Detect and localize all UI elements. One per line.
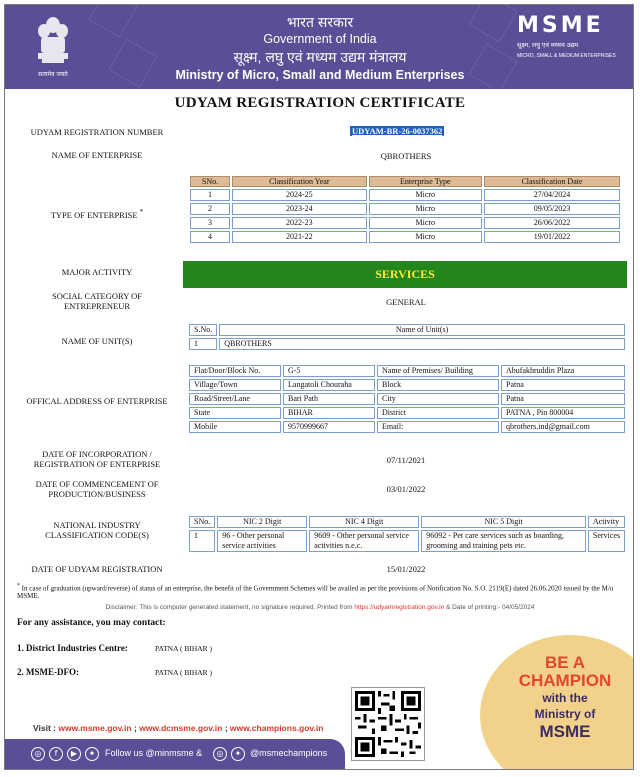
header-banner <box>5 5 634 89</box>
champions-handle[interactable]: @msmechampions <box>250 748 328 758</box>
enterprise-name-value: QBROTHERS <box>380 151 432 161</box>
table-row <box>189 338 625 350</box>
enterprise-type-mark: * <box>139 208 144 216</box>
udyam-portal-link[interactable]: https://udyamregistration.gov.in <box>354 604 445 611</box>
champion-line: BE A <box>545 653 585 672</box>
table-cell: Patna <box>501 379 625 391</box>
disclaimer <box>5 604 634 611</box>
table-header: NIC 2 Digit <box>217 516 307 528</box>
table-row <box>189 379 625 391</box>
footnote-mark: * <box>17 583 20 589</box>
follow-text: Follow us @minmsme & <box>105 748 203 758</box>
table-header: Name of Unit(s) <box>219 324 625 336</box>
incorporation-value: 07/11/2021 <box>386 455 426 465</box>
commencement-label-line: PRODUCTION/BUSINESS <box>48 489 146 499</box>
table-cell: State <box>189 407 281 419</box>
table-cell: Block <box>377 379 499 391</box>
major-activity-value: SERVICES <box>183 261 627 288</box>
instagram-icon[interactable]: ◎ <box>31 747 45 761</box>
visit-separator: ; <box>133 723 137 733</box>
enterprise-type-label-text: TYPE OF ENTERPRISE <box>50 209 138 220</box>
table-cell: 1 <box>189 338 217 350</box>
footnote-text: In case of graduation (upward/reverse) of status of an enterprise, the benefit of the Government Schemes will be availed as per the provisions of Notification No. S.O. 2119(E) dated 26.06.2020 issued by the M/o MSME. <box>17 584 614 601</box>
header-pattern <box>88 5 137 38</box>
incorporation-label <box>11 449 183 469</box>
table-cell: Langatoli Chouraha <box>283 379 375 391</box>
gov-hindi-title: भारत सरकार <box>286 14 354 30</box>
table-cell: 2024-25 <box>232 189 367 201</box>
registration-number-value: UDYAM-BR-26-0037362 <box>352 126 443 136</box>
table-cell: 26/06/2022 <box>484 217 620 229</box>
address-table <box>187 363 627 435</box>
table-row <box>189 421 625 433</box>
udyam-date-label: DATE OF UDYAM REGISTRATION <box>31 564 163 574</box>
table-header-row <box>189 324 625 336</box>
table-cell: Road/Street/Lane <box>189 393 281 405</box>
table-cell: 4 <box>190 231 230 243</box>
table-row <box>190 203 620 215</box>
table-cell: 2022-23 <box>232 217 367 229</box>
dcmsme-site-link[interactable]: www.dcmsme.gov.in <box>139 723 223 733</box>
table-row <box>190 189 620 201</box>
print-date-text: & Date of printing:- 04/05/2024 <box>445 604 535 611</box>
dfo-value: PATNA ( BIHAR ) <box>155 668 213 677</box>
table-cell: 9570999667 <box>283 421 375 433</box>
table-cell: District <box>377 407 499 419</box>
table-cell: 19/01/2022 <box>484 231 620 243</box>
table-header-row <box>190 176 620 187</box>
instagram-icon[interactable]: ◎ <box>213 747 227 761</box>
commencement-label <box>11 479 183 499</box>
social-category-label-line: SOCIAL CATEGORY OF <box>51 291 143 301</box>
email-link[interactable]: qbrothers.ind@gmail.com <box>501 421 625 433</box>
champion-line: CHAMPION <box>518 671 612 690</box>
table-cell: Micro <box>369 231 482 243</box>
footer-social-bar <box>5 739 345 769</box>
msme-site-link[interactable]: www.msme.gov.in <box>58 723 132 733</box>
enterprise-name-label: NAME OF ENTERPRISE <box>51 150 143 160</box>
table-row <box>190 217 620 229</box>
qr-code <box>351 687 425 761</box>
table-cell: Patna <box>501 393 625 405</box>
champion-badge <box>480 635 634 770</box>
table-cell: Village/Town <box>189 379 281 391</box>
social-category-value: GENERAL <box>386 297 426 307</box>
table-header: NIC 4 Digit <box>309 516 419 528</box>
table-cell: QBROTHERS <box>219 338 625 350</box>
nic-label-line: CLASSIFICATION CODE(S) <box>45 530 149 540</box>
visit-line <box>33 723 323 733</box>
table-header: S.No. <box>189 324 217 336</box>
emblem-caption: सत्यमेव जयते <box>38 71 68 78</box>
msme-logo-english: MICRO, SMALL & MEDIUM ENTERPRISES <box>517 53 616 59</box>
table-header-row <box>189 516 625 528</box>
table-cell: 2 <box>190 203 230 215</box>
table-cell: 3 <box>190 217 230 229</box>
assistance-heading: For any assistance, you may contact: <box>17 618 166 628</box>
udyam-date-value: 15/01/2022 <box>386 564 426 574</box>
graduation-footnote <box>17 582 629 600</box>
twitter-icon[interactable]: ✦ <box>85 747 99 761</box>
table-cell: 96 - Other personal service activities <box>217 530 307 552</box>
table-header: Activity <box>588 516 625 528</box>
table-cell: 2023-24 <box>232 203 367 215</box>
champion-line: Ministry of <box>534 707 596 721</box>
incorporation-label-line: REGISTRATION OF ENTERPRISE <box>33 459 161 469</box>
table-cell: Bari Path <box>283 393 375 405</box>
table-cell: Micro <box>369 217 482 229</box>
nic-label-line: NATIONAL INDUSTRY <box>53 520 141 530</box>
commencement-value: 03/01/2022 <box>386 484 426 494</box>
table-cell: Micro <box>369 203 482 215</box>
table-cell: 09/05/2023 <box>484 203 620 215</box>
visit-separator: ; <box>224 723 228 733</box>
table-cell: 9609 - Other personal service activities n.e.c. <box>309 530 419 552</box>
table-cell: Mobile <box>189 421 281 433</box>
youtube-icon[interactable]: ▶ <box>67 747 81 761</box>
dic-value: PATNA ( BIHAR ) <box>155 644 213 653</box>
units-label: NAME OF UNIT(S) <box>61 336 133 346</box>
table-cell: 2021-22 <box>232 231 367 243</box>
table-cell: 27/04/2024 <box>484 189 620 201</box>
disclaimer-text: Disclaimer: This is computer generated statement, no signature required. Printed from <box>105 604 353 611</box>
table-header: Enterprise Type <box>369 176 482 187</box>
champions-site-link[interactable]: www.champions.gov.in <box>229 723 324 733</box>
major-activity-label: MAJOR ACTIVITY <box>61 267 133 277</box>
dfo-label: 2. MSME-DFO: <box>17 667 79 677</box>
table-cell: 1 <box>189 530 215 552</box>
table-cell: 1 <box>190 189 230 201</box>
table-row <box>189 407 625 419</box>
facebook-icon[interactable]: f <box>49 747 63 761</box>
table-row <box>189 365 625 377</box>
registration-number-label: UDYAM REGISTRATION NUMBER <box>30 127 164 137</box>
table-cell: Flat/Door/Block No. <box>189 365 281 377</box>
nic-label <box>11 520 183 540</box>
units-table <box>187 322 627 352</box>
table-header: NIC 5 Digit <box>421 516 586 528</box>
ministry-title: Ministry of Micro, Small and Medium Enterprises <box>175 68 465 82</box>
enterprise-type-table <box>188 174 622 245</box>
table-cell: Abufakhruddin Plaza <box>501 365 625 377</box>
table-header: SNo. <box>190 176 230 187</box>
certificate-page <box>4 4 634 770</box>
social-category-label-line: ENTREPRENEUR <box>63 301 131 311</box>
table-row <box>190 231 620 243</box>
msme-logo-hindi: सूक्ष्म, लघु एवं मध्यम उद्यम <box>517 42 579 49</box>
dic-label: 1. District Industries Centre: <box>17 643 128 653</box>
champion-line: MSME <box>539 722 591 741</box>
msme-logo-word: MSME <box>517 13 604 38</box>
table-header: Classification Date <box>484 176 620 187</box>
table-row <box>189 530 625 552</box>
table-cell: City <box>377 393 499 405</box>
table-cell: G-5 <box>283 365 375 377</box>
champion-line: with the <box>542 691 588 705</box>
ministry-hindi-title: सूक्ष्म, लघु एवं मध्यम उद्यम मंत्रालय <box>233 49 407 65</box>
visit-prefix: Visit : <box>33 723 56 733</box>
commencement-label-line: DATE OF COMMENCEMENT OF <box>35 479 159 489</box>
table-cell: BIHAR <box>283 407 375 419</box>
enterprise-type-label <box>11 207 183 220</box>
table-header: Classification Year <box>232 176 367 187</box>
gov-title: Government of India <box>263 32 377 46</box>
twitter-icon[interactable]: ✦ <box>231 747 245 761</box>
certificate-title: UDYAM REGISTRATION CERTIFICATE <box>174 95 466 111</box>
nic-table <box>187 514 627 554</box>
table-header: SNo. <box>189 516 215 528</box>
table-row <box>189 393 625 405</box>
table-cell: Services <box>588 530 625 552</box>
table-cell: Email: <box>377 421 499 433</box>
social-category-label <box>11 291 183 311</box>
table-cell: Name of Premises/ Building <box>377 365 499 377</box>
incorporation-label-line: DATE OF INCORPORATION / <box>42 449 152 459</box>
table-cell: Micro <box>369 189 482 201</box>
address-label: OFFICAL ADDRESS OF ENTERPRISE <box>26 396 168 406</box>
msme-logo <box>517 13 617 59</box>
table-cell: PATNA , Pin 800004 <box>501 407 625 419</box>
table-cell: 96092 - Pet care services such as boarding, grooming and training pets etc. <box>421 530 586 552</box>
